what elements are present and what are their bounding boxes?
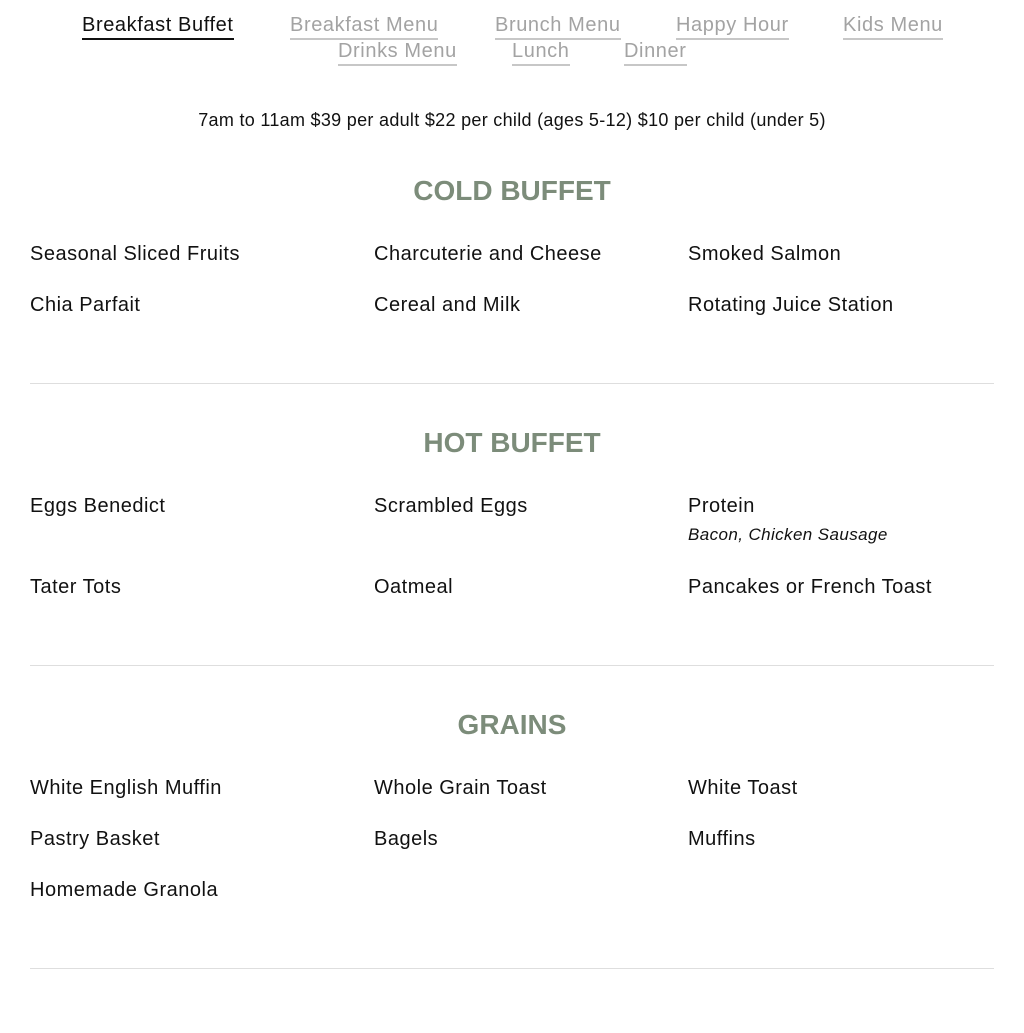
menu-item: Seasonal Sliced Fruits <box>30 243 240 265</box>
tab-kids-menu[interactable]: Kids Menu <box>843 13 943 40</box>
tab-breakfast-menu[interactable]: Breakfast Menu <box>290 13 438 40</box>
section-title: COLD BUFFET <box>413 175 611 206</box>
menu-item: Charcuterie and Cheese <box>374 243 602 265</box>
section-hot-buffet <box>30 427 994 617</box>
menu-tabs <box>0 0 1024 80</box>
menu-item: Oatmeal <box>374 576 454 598</box>
tab-happy-hour[interactable]: Happy Hour <box>676 13 789 40</box>
menu-item: Rotating Juice Station <box>688 294 894 316</box>
section-cold-buffet <box>30 175 994 325</box>
section-grains <box>30 709 994 909</box>
menu-item: Homemade Granola <box>30 879 219 901</box>
menu-item: White English Muffin <box>30 777 222 799</box>
menu-item: Cereal and Milk <box>374 294 521 316</box>
tab-dinner[interactable]: Dinner <box>624 39 687 66</box>
menu-item: Bagels <box>374 828 439 850</box>
tab-brunch-menu[interactable]: Brunch Menu <box>495 13 621 40</box>
menu-item: Muffins <box>688 828 756 850</box>
menu-item: Chia Parfait <box>30 294 141 316</box>
menu-item: Smoked Salmon <box>688 243 842 265</box>
menu-item: Scrambled Eggs <box>374 495 528 517</box>
menu-item: White Toast <box>688 777 798 799</box>
menu-item-description: Bacon, Chicken Sausage <box>688 525 888 544</box>
menu-item-protein <box>688 494 888 545</box>
tab-drinks-menu[interactable]: Drinks Menu <box>338 39 457 66</box>
hours-pricing-text: 7am to 11am $39 per adult $22 per child (ages 5-12) $10 per child (under 5) <box>198 110 826 130</box>
section-divider <box>30 383 994 384</box>
menu-item: Tater Tots <box>30 576 122 598</box>
menu-item-name: Protein <box>688 495 755 517</box>
section-divider <box>30 968 994 969</box>
tab-lunch[interactable]: Lunch <box>512 39 570 66</box>
section-divider <box>30 665 994 666</box>
menu-item: Pancakes or French Toast <box>688 576 932 598</box>
section-title: HOT BUFFET <box>423 427 601 458</box>
tab-breakfast-buffet[interactable]: Breakfast Buffet <box>82 13 234 40</box>
menu-item: Eggs Benedict <box>30 495 166 517</box>
menu-item: Whole Grain Toast <box>374 777 547 799</box>
menu-item: Pastry Basket <box>30 828 160 850</box>
section-title: GRAINS <box>457 709 567 740</box>
